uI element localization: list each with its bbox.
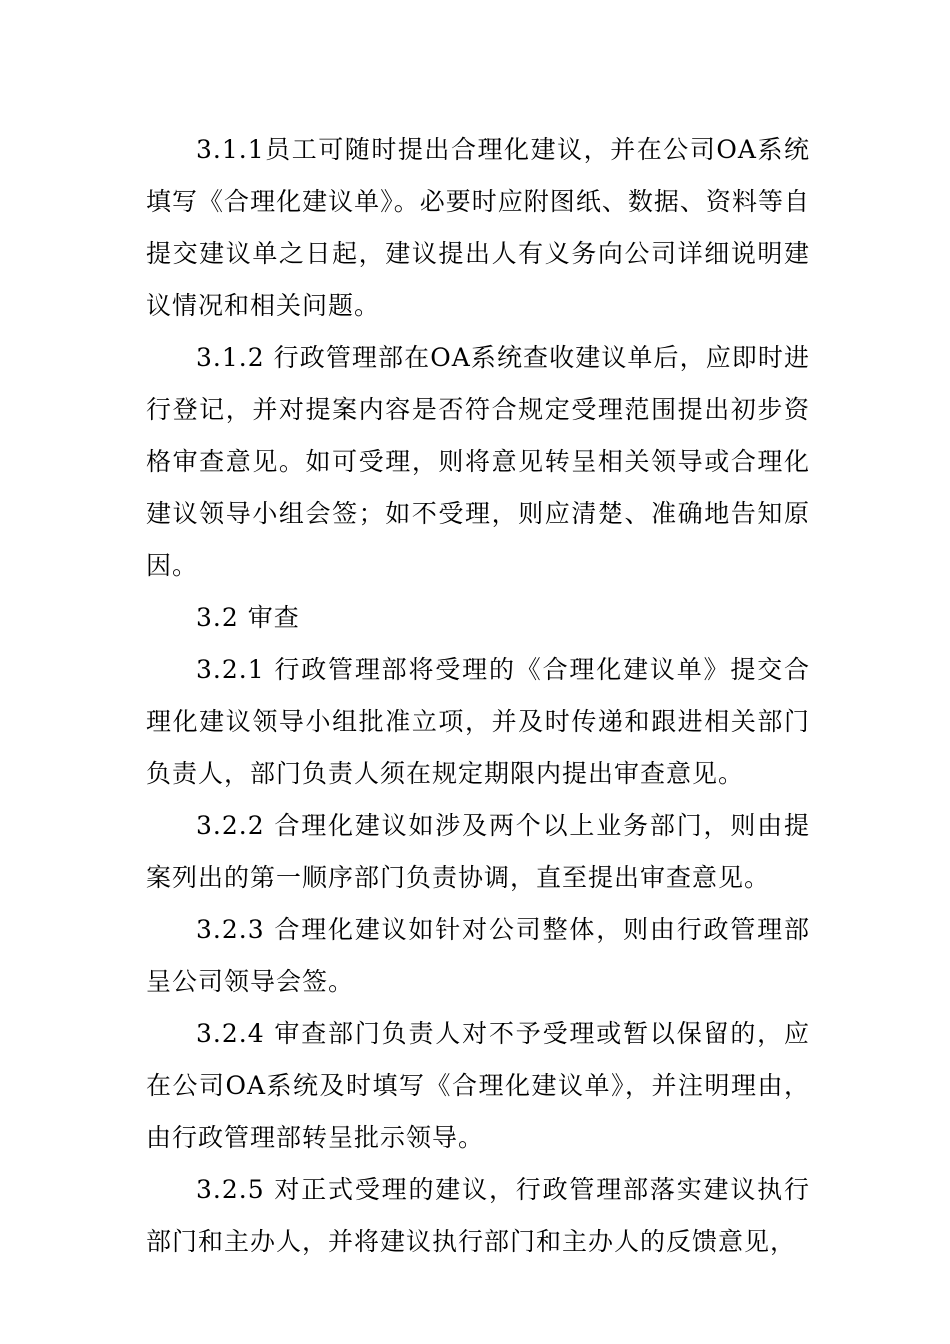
paragraph-3-2-1: 3.2.1 行政管理部将受理的《合理化建议单》提交合理化建议领导小组批准立项，并及时传递和跟进相关部门负责人，部门负责人须在规定期限内提出审查意见。 (146, 655, 810, 788)
paragraph-3-2-3: 3.2.3 合理化建议如针对公司整体，则由行政管理部呈公司领导会签。 (146, 915, 810, 996)
document-body (146, 124, 810, 1268)
paragraph-3-2-2: 3.2.2 合理化建议如涉及两个以上业务部门，则由提案列出的第一顺序部门负责协调，直至提出审查意见。 (146, 811, 810, 892)
section-heading-3-2: 3.2 审查 (196, 603, 300, 632)
paragraph-3-1-2: 3.1.2 行政管理部在OA系统查收建议单后，应即时进行登记，并对提案内容是否符合规定受理范围提出初步资格审查意见。如可受理，则将意见转呈相关领导或合理化建议领导小组会签；如不受理，则应清楚、准确地告知原因。 (146, 343, 810, 580)
paragraph-3-1-1: 3.1.1员工可随时提出合理化建议，并在公司OA系统填写《合理化建议单》。必要时应附图纸、数据、资料等自提交建议单之日起，建议提出人有义务向公司详细说明建议情况和相关问题。 (146, 135, 810, 320)
paragraph-3-2-5: 3.2.5 对正式受理的建议，行政管理部落实建议执行部门和主办人，并将建议执行部门和主办人的反馈意见， (146, 1175, 810, 1256)
paragraph-3-2-4: 3.2.4 审查部门负责人对不予受理或暂以保留的，应在公司OA系统及时填写《合理化建议单》，并注明理由，由行政管理部转呈批示领导。 (146, 1019, 810, 1152)
